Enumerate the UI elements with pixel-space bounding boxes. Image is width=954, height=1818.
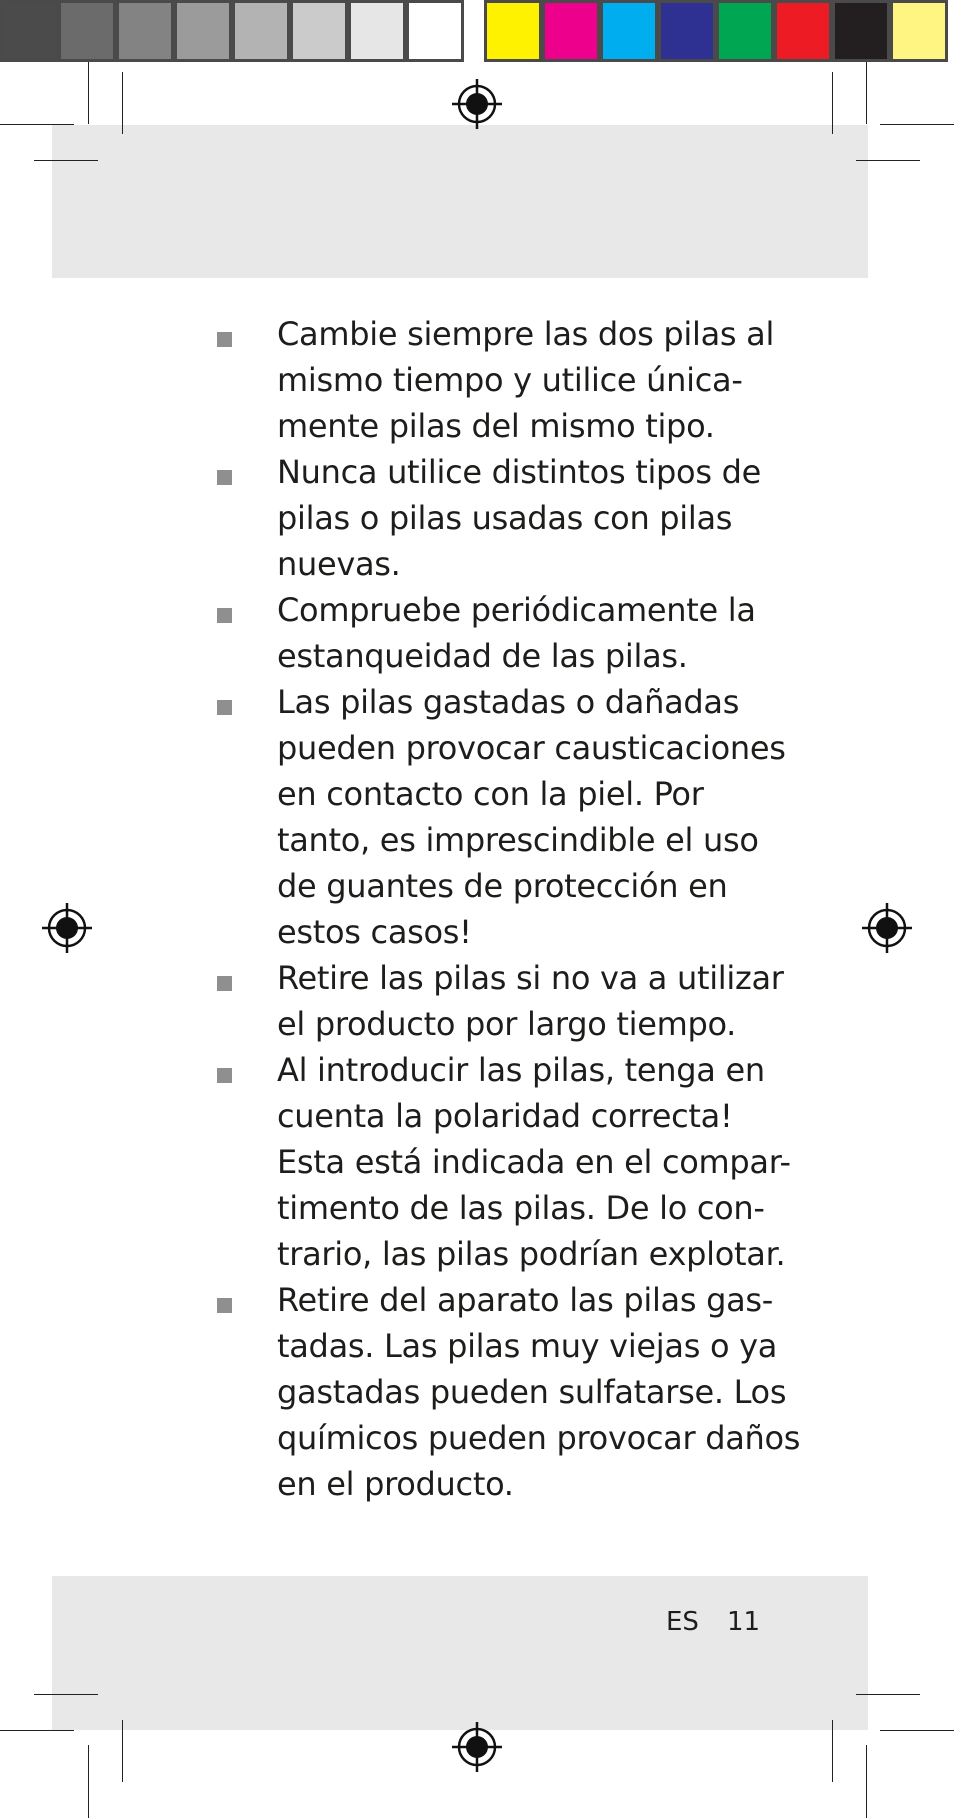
list-item-text-line: trario, las pilas podrían explotar. <box>277 1235 786 1273</box>
list-item-text-line: Esta está indicada en el compar- <box>277 1143 791 1181</box>
gray-swatch <box>116 0 174 62</box>
list-item <box>216 955 784 1047</box>
color-swatch <box>716 0 774 62</box>
list-item <box>216 679 786 955</box>
square-bullet-icon <box>217 608 232 623</box>
registration-mark-icon <box>42 903 92 953</box>
list-item-text-line: Cambie siempre las dos pilas al <box>277 315 775 353</box>
color-swatch <box>774 0 832 62</box>
list-item-text-line: Compruebe periódicamente la <box>277 591 756 629</box>
gray-swatch <box>348 0 406 62</box>
color-swatch <box>484 0 542 62</box>
gray-swatch <box>58 0 116 62</box>
list-item-text-line: timento de las pilas. De lo con- <box>277 1189 765 1227</box>
color-swatch <box>600 0 658 62</box>
square-bullet-icon <box>217 1298 232 1313</box>
square-bullet-icon <box>217 700 232 715</box>
gray-swatch <box>232 0 290 62</box>
list-item-text-line: Al introducir las pilas, tenga en <box>277 1051 765 1089</box>
list-item-text-line: mente pilas del mismo tipo. <box>277 407 715 445</box>
gray-swatch <box>174 0 232 62</box>
list-item <box>216 449 761 587</box>
square-bullet-icon <box>217 1068 232 1083</box>
color-swatch <box>542 0 600 62</box>
header-band <box>52 125 868 278</box>
list-item-text-line: pilas o pilas usadas con pilas <box>277 499 733 537</box>
registration-mark-icon <box>862 903 912 953</box>
color-swatch <box>890 0 948 62</box>
list-item-text-line: el producto por largo tiempo. <box>277 1005 737 1043</box>
color-swatch <box>658 0 716 62</box>
list-item-text-line: gastadas pueden sulfatarse. Los <box>277 1373 787 1411</box>
list-item-text-line: estanqueidad de las pilas. <box>277 637 688 675</box>
list-item-text-line: Retire del aparato las pilas gas- <box>277 1281 774 1319</box>
list-item <box>216 1047 791 1277</box>
square-bullet-icon <box>217 470 232 485</box>
square-bullet-icon <box>217 976 232 991</box>
print-color-bar <box>0 0 954 62</box>
list-item-text-line: pueden provocar causticaciones <box>277 729 786 767</box>
color-swatch <box>832 0 890 62</box>
list-item <box>216 1277 801 1507</box>
list-item <box>216 311 775 449</box>
list-item-text-line: nuevas. <box>277 545 401 583</box>
gray-swatch <box>406 0 464 62</box>
list-item-text-line: tadas. Las pilas muy viejas o ya <box>277 1327 778 1365</box>
list-item-text-line: cuenta la polaridad correcta! <box>277 1097 733 1135</box>
list-item-text-line: tanto, es imprescindible el uso <box>277 821 759 859</box>
list-item-text-line: en contacto con la piel. Por <box>277 775 704 813</box>
registration-mark-icon <box>452 1722 502 1772</box>
list-item-text-line: estos casos! <box>277 913 472 951</box>
page-footer <box>666 1607 760 1637</box>
footer-band <box>52 1576 868 1730</box>
list-item-text-line: químicos pueden provocar daños <box>277 1419 801 1457</box>
list-item-text-line: Retire las pilas si no va a utilizar <box>277 959 784 997</box>
list-item-text-line: en el producto. <box>277 1465 514 1503</box>
registration-mark-icon <box>452 79 502 129</box>
gray-swatch <box>290 0 348 62</box>
list-item-text-line: Nunca utilice distintos tipos de <box>277 453 761 491</box>
gray-swatch <box>0 0 58 62</box>
list-item-text-line: de guantes de protección en <box>277 867 728 905</box>
page-number: 11 <box>726 1607 761 1637</box>
square-bullet-icon <box>217 332 232 347</box>
list-item <box>216 587 756 679</box>
list-item-text-line: mismo tiempo y utilice única- <box>277 361 743 399</box>
language-code: ES <box>666 1607 699 1637</box>
list-item-text-line: Las pilas gastadas o dañadas <box>277 683 740 721</box>
battery-safety-instructions <box>216 311 801 1507</box>
